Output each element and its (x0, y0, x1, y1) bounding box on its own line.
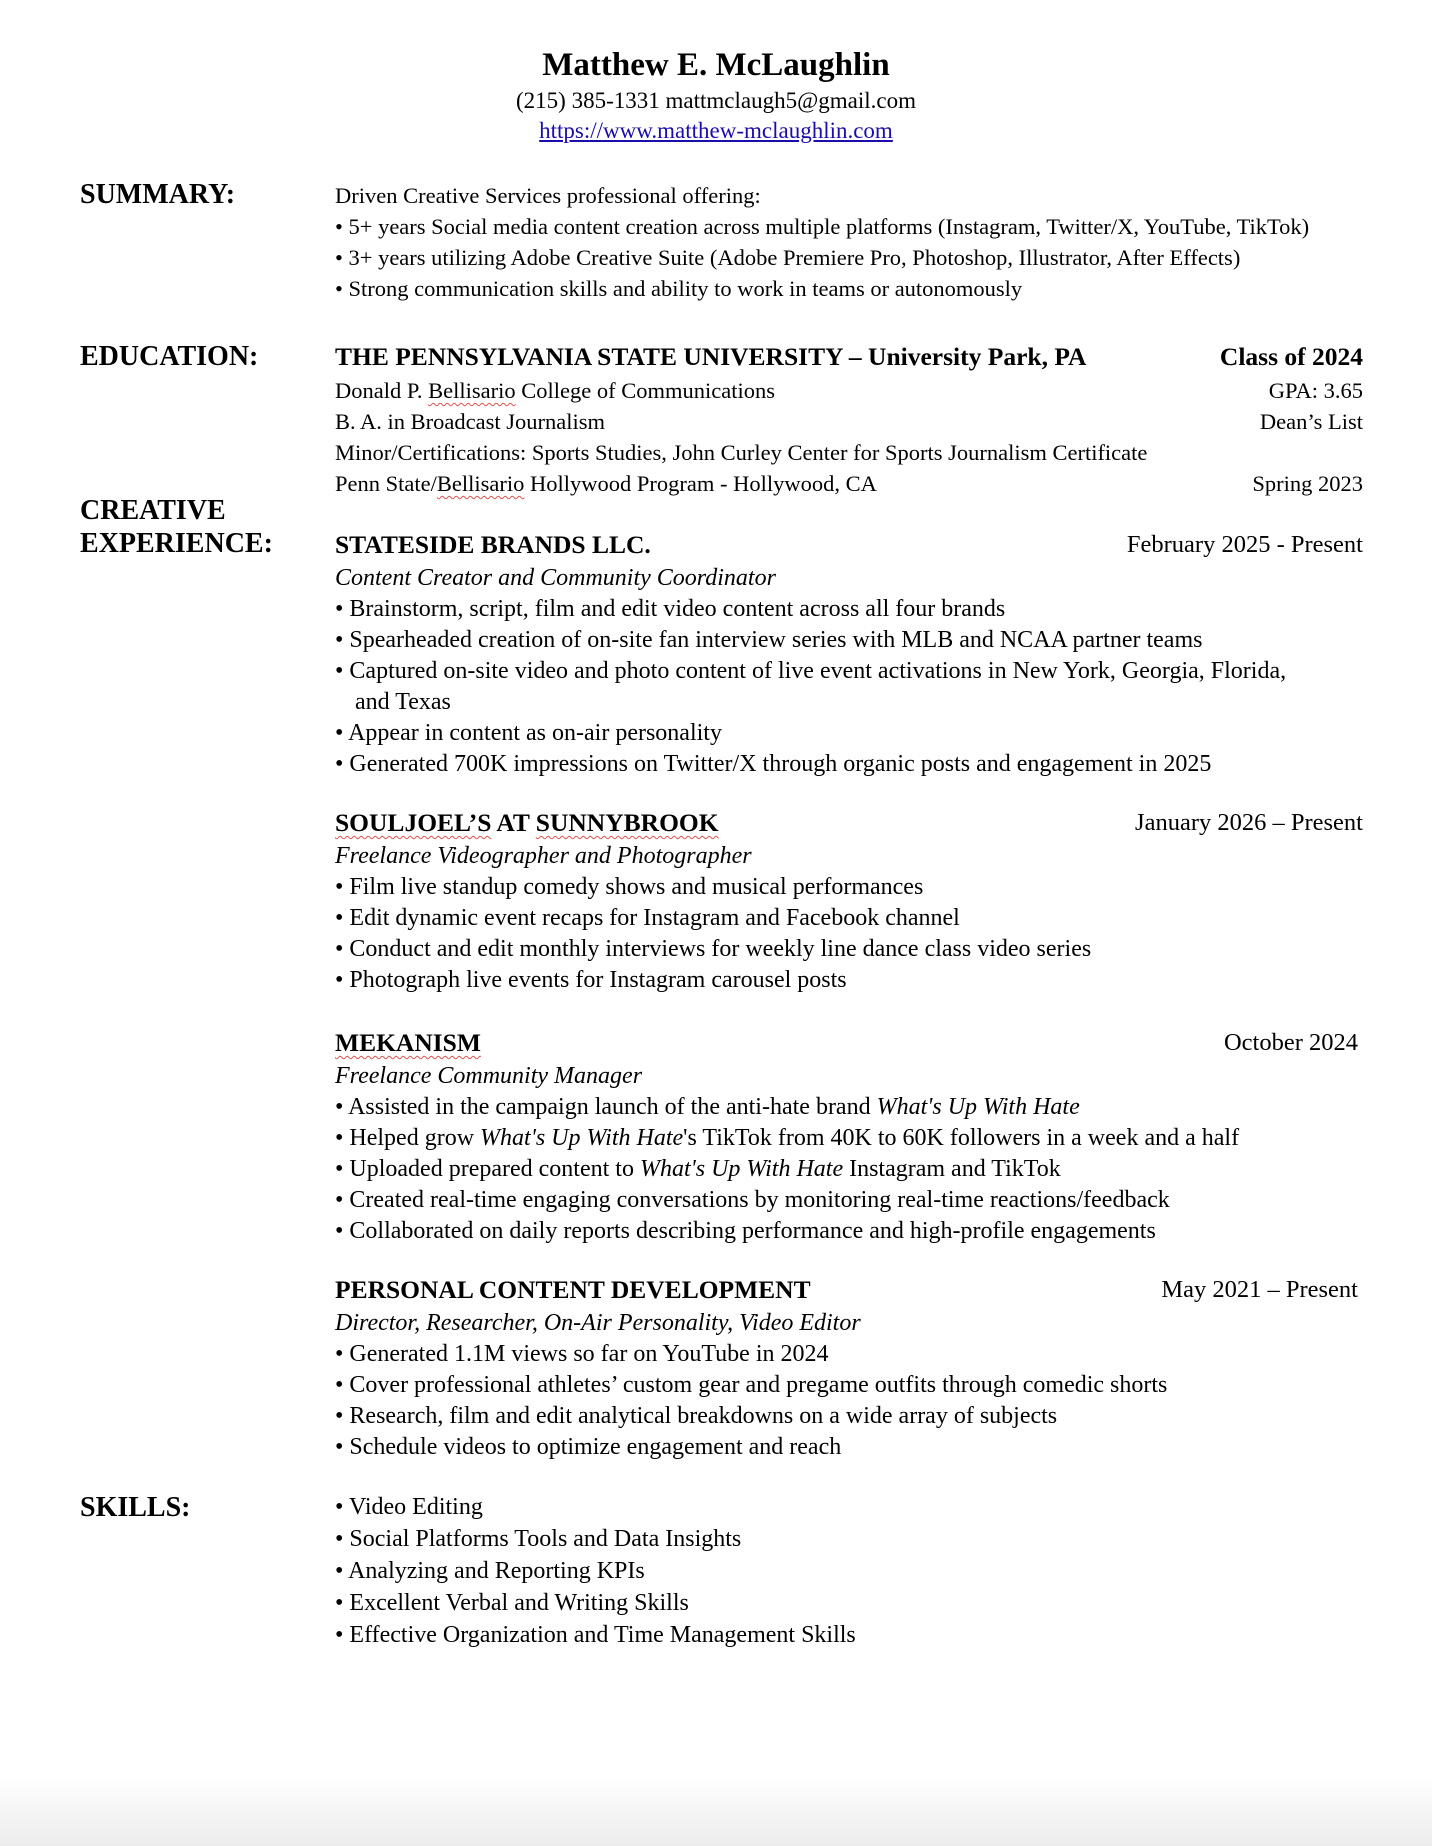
job-bullet: • Captured on-site video and photo content of live event activations in New York, Georgia, Florida, (335, 658, 1287, 684)
experience-label-line1: CREATIVE (80, 495, 226, 526)
company-name (335, 808, 719, 837)
job-mekanism (335, 1026, 1363, 1247)
job-bullet: • Generated 700K impressions on Twitter/X through organic posts and engagement in 2025 (335, 751, 1212, 777)
skill-item: • Video Editing (335, 1494, 483, 1520)
program-date: Spring 2023 (1252, 471, 1363, 496)
job-role: Freelance Videographer and Photographer (335, 843, 752, 869)
job-dates: January 2026 – Present (1135, 809, 1363, 836)
company-name: MEKANISM (335, 1028, 481, 1057)
bullet-text: • Uploaded prepared content to (335, 1156, 640, 1182)
job-role: Freelance Community Manager (335, 1063, 643, 1089)
job-bullet: • Brainstorm, script, film and edit video content across all four brands (335, 596, 1006, 622)
bullet-text: • Assisted in the campaign launch of the anti-hate brand (335, 1094, 877, 1120)
bullet-text: 's TikTok from 40K to 60K followers in a week and a half (683, 1125, 1240, 1151)
job-bullet (335, 1092, 1363, 1123)
candidate-name: Matthew E. McLaughlin (542, 47, 890, 83)
job-bullet: • Spearheaded creation of on-site fan interview series with MLB and NCAA partner teams (335, 627, 1203, 653)
job-personal (335, 1273, 1363, 1463)
school-name: THE PENNSYLVANIA STATE UNIVERSITY – University Park, PA (335, 342, 1087, 371)
resume-header (0, 44, 1432, 146)
skill-item: • Effective Organization and Time Management Skills (335, 1622, 856, 1648)
summary-label: SUMMARY: (80, 179, 236, 210)
company-name-mid: AT (491, 808, 536, 837)
brand-name: What's Up With Hate (639, 1156, 844, 1182)
contact-info: (215) 385-1331 mattmclaugh5@gmail.com (516, 88, 916, 113)
education-program-row (335, 468, 1363, 499)
class-year: Class of 2024 (1219, 342, 1363, 371)
honor: Dean’s List (1259, 409, 1363, 434)
job-souljoels (335, 806, 1363, 996)
job-bullet: • Appear in content as on-air personality (335, 720, 722, 746)
job-bullet: • Created real-time engaging conversations by monitoring real-time reactions/feedback (335, 1187, 1170, 1213)
job-bullet: • Cover professional athletes’ custom gear and pregame outfits through comedic shorts (335, 1372, 1168, 1398)
skills-section (335, 1491, 1363, 1651)
job-header (335, 1026, 1363, 1061)
skill-item: • Excellent Verbal and Writing Skills (335, 1590, 689, 1616)
summary-bullet: • 3+ years utilizing Adobe Creative Suite (Adobe Premiere Pro, Photoshop, Illustrator, After Effects) (335, 245, 1241, 270)
job-header (335, 528, 1363, 563)
education-minor-row (335, 437, 1363, 468)
gpa: GPA: 3.65 (1268, 378, 1363, 403)
summary-section (335, 180, 1363, 304)
skill-item: • Social Platforms Tools and Data Insights (335, 1526, 742, 1552)
job-header (335, 1273, 1363, 1308)
brand-name: What's Up With Hate (480, 1125, 684, 1151)
program-pre: Penn State/ (335, 471, 437, 496)
job-bullet (335, 1123, 1363, 1154)
job-stateside (335, 528, 1363, 780)
job-dates: October 2024 (1223, 1029, 1358, 1056)
college-post: College of Communications (515, 378, 775, 403)
education-degree-row (335, 406, 1363, 437)
summary-bullet: • Strong communication skills and ability to work in teams or autonomously (335, 276, 1023, 301)
education-school-row (335, 340, 1363, 375)
company-name-part-misspelled: SUNNYBROOK (535, 808, 719, 837)
bullet-text: • Helped grow (335, 1125, 481, 1151)
job-header (335, 806, 1363, 841)
minor: Minor/Certifications: Sports Studies, John Curley Center for Sports Journalism Certificate (335, 440, 1148, 465)
company-name: STATESIDE BRANDS LLC. (335, 530, 651, 559)
education-label: EDUCATION: (80, 341, 259, 372)
summary-bullet: • 5+ years Social media content creation across multiple platforms (Instagram, Twitter/X, YouTube, TikTok) (335, 214, 1310, 239)
college-pre: Donald P. (335, 378, 429, 403)
degree: B. A. in Broadcast Journalism (335, 409, 605, 434)
program-name-misspelled: Bellisario (436, 471, 525, 496)
job-bullet: • Edit dynamic event recaps for Instagram and Facebook channel (335, 905, 960, 931)
job-bullet: • Film live standup comedy shows and musical performances (335, 874, 924, 900)
company-name-part-misspelled: SOULJOEL’S (335, 808, 492, 837)
job-bullet (335, 1154, 1363, 1185)
skill-item: • Analyzing and Reporting KPIs (335, 1558, 645, 1584)
job-role: Content Creator and Community Coordinator (335, 565, 776, 591)
job-bullet: • Generated 1.1M views so far on YouTube in 2024 (335, 1341, 829, 1367)
job-dates: February 2025 - Present (1126, 531, 1363, 558)
college-name-misspelled: Bellisario (428, 378, 516, 403)
summary-intro: Driven Creative Services professional offering: (335, 183, 761, 208)
education-college-row (335, 375, 1363, 406)
experience-label (80, 494, 273, 560)
job-bullet: • Schedule videos to optimize engagement and reach (335, 1434, 842, 1460)
page-bottom-shadow (0, 1776, 1432, 1846)
company-name: PERSONAL CONTENT DEVELOPMENT (335, 1275, 811, 1304)
program-post: Hollywood Program - Hollywood, CA (524, 471, 877, 496)
job-bullet: • Conduct and edit monthly interviews for weekly line dance class video series (335, 936, 1092, 962)
job-bullet-continuation: and Texas (355, 689, 451, 715)
education-section (335, 340, 1363, 499)
website-link[interactable]: https://www.matthew-mclaughlin.com (539, 118, 893, 143)
brand-name: What's Up With Hate (876, 1094, 1080, 1120)
job-bullet: • Collaborated on daily reports describing performance and high-profile engagements (335, 1218, 1156, 1244)
job-bullet: • Photograph live events for Instagram carousel posts (335, 967, 847, 993)
experience-label-line2: EXPERIENCE: (80, 528, 273, 559)
bullet-text: Instagram and TikTok (843, 1156, 1061, 1182)
job-dates: May 2021 – Present (1161, 1276, 1358, 1303)
skills-label: SKILLS: (80, 1492, 191, 1523)
job-role: Director, Researcher, On-Air Personality, Video Editor (335, 1310, 861, 1336)
job-bullet: • Research, film and edit analytical breakdowns on a wide array of subjects (335, 1403, 1058, 1429)
